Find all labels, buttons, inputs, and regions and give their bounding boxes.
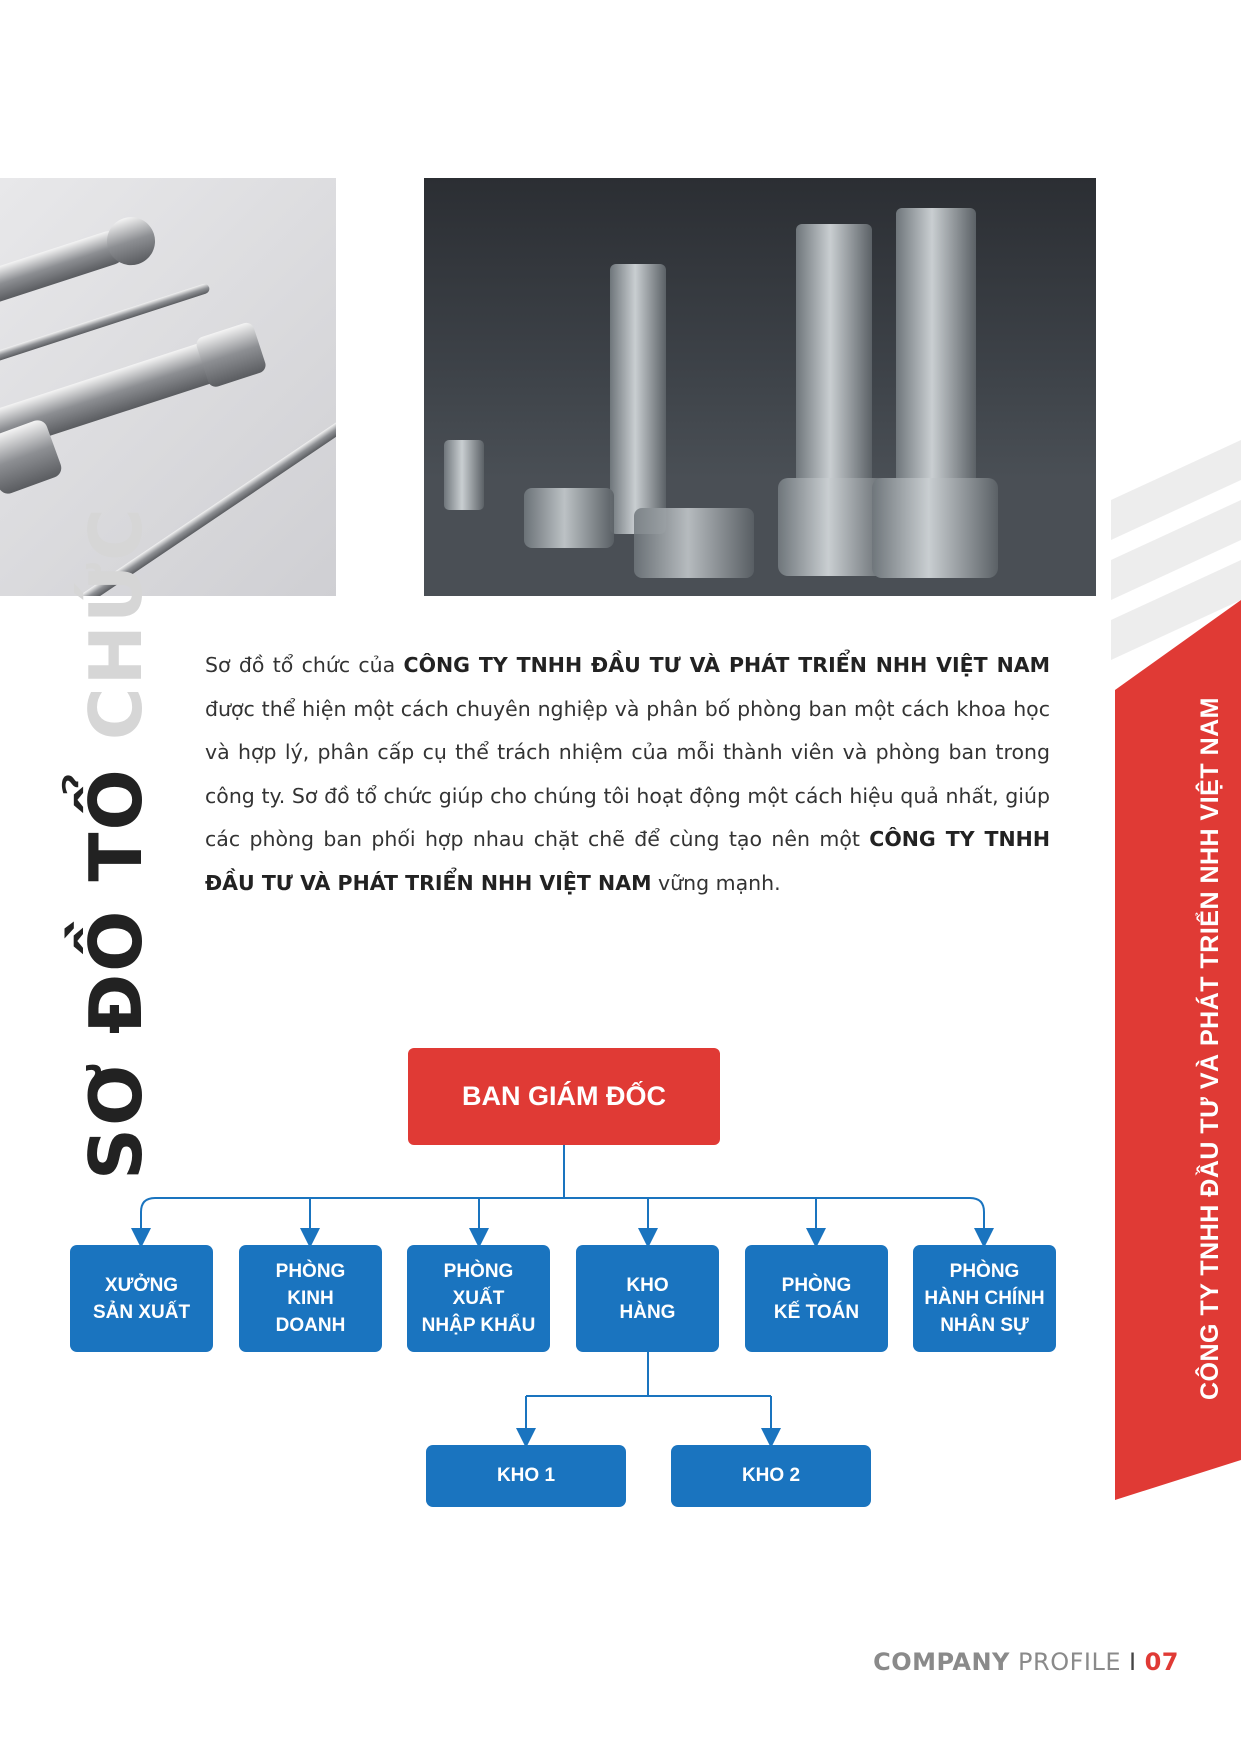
intro-paragraph: [205, 644, 1050, 905]
intro-company-1: CÔNG TY TNHH ĐẦU TƯ VÀ PHÁT TRIỂN NHH VIỆT NAM: [403, 653, 1050, 677]
node-line: XUẤT: [452, 1288, 505, 1309]
node-hr-admin-dept: [913, 1245, 1056, 1352]
page-footer: [873, 1648, 1179, 1676]
bolts-photo: [424, 178, 1096, 596]
node-line: SẢN XUẤT: [92, 1301, 191, 1323]
footer-profile: PROFILE: [1009, 1648, 1122, 1676]
node-line: PHÒNG: [443, 1261, 514, 1282]
section-title-dark: SƠ ĐỒ TỔ: [74, 740, 158, 1180]
intro-text-3: vững mạnh.: [651, 870, 781, 895]
node-warehouse-1: KHO 1: [426, 1445, 626, 1507]
org-chart: [0, 1040, 1241, 1520]
node-import-export-dept: [407, 1245, 550, 1352]
node-line: NHẬP KHẨU: [421, 1315, 536, 1336]
node-line: KINH: [287, 1288, 334, 1309]
footer-company: COMPANY: [873, 1648, 1010, 1676]
page-number: 07: [1144, 1648, 1179, 1676]
node-line: PHÒNG: [949, 1261, 1020, 1282]
node-production-workshop: [70, 1245, 213, 1352]
section-title-light: CHỨC: [74, 506, 158, 741]
node-line: KẾ TOÁN: [773, 1301, 860, 1323]
node-warehouse-2: KHO 2: [671, 1445, 871, 1507]
ribbon-company-name: CÔNG TY TNHH ĐẦU TƯ VÀ PHÁT TRIỂN NHH VIỆT NAM: [1196, 696, 1224, 1400]
node-line: HÀNH CHÍNH: [924, 1288, 1045, 1309]
node-board-of-directors: BAN GIÁM ĐỐC: [408, 1048, 720, 1145]
node-line: DOANH: [275, 1315, 346, 1336]
intro-company-2: CÔNG TY TNHH ĐẦU TƯ VÀ PHÁT TRIỂN NHH VIỆT NAM: [205, 827, 1050, 895]
node-line: KHO: [626, 1274, 669, 1296]
node-line: PHÒNG: [275, 1261, 346, 1282]
node-line: XƯỞNG: [104, 1274, 179, 1296]
footer-separator: I: [1129, 1648, 1137, 1676]
screws-photo: [0, 178, 336, 596]
node-sales-dept: [239, 1245, 382, 1352]
node-line: PHÒNG: [781, 1274, 852, 1296]
node-accounting-dept: [745, 1245, 888, 1352]
intro-text-1: Sơ đồ tổ chức của: [205, 653, 404, 677]
node-line: HÀNG: [619, 1301, 676, 1323]
node-line: NHÂN SỰ: [940, 1315, 1029, 1336]
intro-text-2: được thể hiện một cách chuyên nghiệp và phân bố phòng ban một cách khoa học và hợp lý, phân cấp cụ thể trách nhiệm của mỗi thành viên và phòng ban trong công ty. Sơ đồ tổ chức giúp cho chúng tôi hoạt động một cách hiệu quả nhất, giúp các phòng ban phối hợp nhau chặt chẽ để cùng tạo nên một: [205, 696, 1050, 851]
node-warehouse: [576, 1245, 719, 1352]
